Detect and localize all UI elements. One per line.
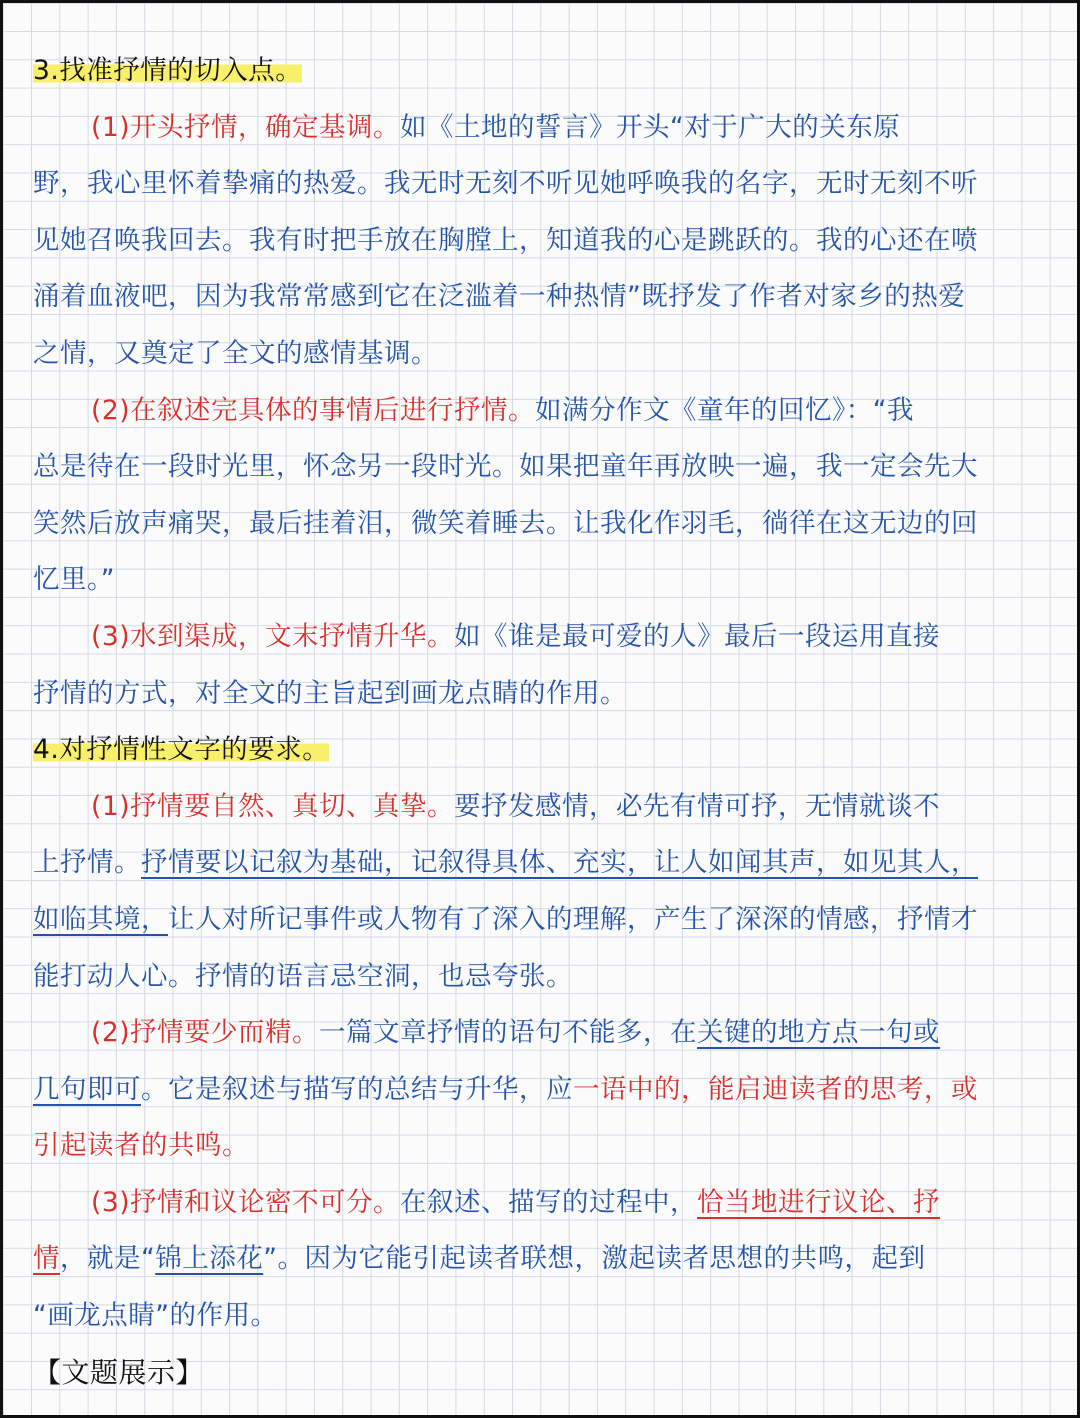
s3p3-line1 [33,609,1053,666]
section4-heading: 4.对抒情性文字的要求。 [33,734,330,766]
s4p1-text2b-underlined: 抒情要以记叙为基础，记叙得具体、充实，让人如闻其声，如见其人， [141,847,978,879]
section3-heading: 3.找准抒情的切入点。 [33,55,303,86]
s3p1-line5: 之情，又奠定了全文的感情基调。 [33,337,438,369]
s4p1-title: (1)抒情要自然、真切、真挚。 [91,790,455,822]
section3-heading-line [33,43,1053,100]
s4p3-text1a: 在叙述、描写的过程中， [400,1186,698,1218]
s4p2-text2b: 。它是叙述与描写的总结与升华，应 [141,1073,573,1105]
s4p1-text1: 要抒发感情，必先有情可抒，无情就谈不 [454,790,941,822]
s3p2-line2: 总是待在一段时光里，怀念另一段时光。如果把童年再放映一遍，我一定会先大 [33,451,978,483]
s3p1-line4: 涌着血液吧，因为我常常感到它在泛滥着一种热情”既抒发了作者对家乡的热爱 [33,281,966,313]
s4p3-line3: “画龙点睛”的作用。 [33,1300,278,1332]
s4p2-text1b-underlined: 关键的地方点一句或 [697,1017,941,1049]
s4p3-text2d: ”。因为它能引起读者联想，激起读者思想的共鸣，起到 [263,1243,926,1275]
s3p3-line2: 抒情的方式，对全文的主旨起到画龙点睛的作用。 [33,677,627,709]
s4p3-line2 [33,1231,1053,1288]
s4p1-text3a-underlined: 如临其境， [33,903,168,935]
s3p1-line2: 野，我心里怀着挚痛的热爱。我无时无刻不听见她呼唤我的名字，无时无刻不听 [33,168,978,200]
s4p2-text2a-underlined: 几句即可 [33,1073,141,1105]
s3p3-text1: 如《谁是最可爱的人》最后一段运用直接 [454,620,941,652]
s4p3-text2b: ，就是“ [60,1243,156,1275]
s4p1-text2a: 上抒情。 [33,847,141,879]
section4-heading-line [33,722,1053,779]
s4p3-text2a-underlined: 情 [33,1243,60,1275]
s4p2-line2 [33,1062,1053,1119]
s4p2-line3: 引起读者的共鸣。 [33,1130,249,1162]
s3p1-text1: 如《土地的誓言》开头“对于广大的关东原 [400,111,901,143]
s3p2-text1: 如满分作文《童年的回忆》：“我 [535,394,915,426]
footer-line [33,1345,1053,1402]
s3p2-title: (2)在叙述完具体的事情后进行抒情。 [91,394,536,426]
s4p1-line4: 能打动人心。抒情的语言忌空洞，也忌夸张。 [33,960,573,992]
s4p2-text2c: 一语中的，能启迪读者的思考，或 [573,1073,978,1105]
s3p2-line3: 笑然后放声痛哭，最后挂着泪，微笑着睡去。让我化作羽毛，徜徉在这无边的回 [33,507,978,539]
s4p1-line1 [33,779,1053,836]
s3p2-line1 [33,383,1053,440]
s4p2-text1a: 一篇文章抒情的语句不能多，在 [319,1017,698,1049]
s3p1-title: (1)开头抒情，确定基调。 [91,111,401,143]
example-section-label: 【文题展示】 [33,1355,205,1389]
s3p1-line3: 见她召唤我回去。我有时把手放在胸膛上，知道我的心是跳跃的。我的心还在喷 [33,224,978,256]
s4p1-line3 [33,892,1053,949]
s4p3-text2c-underlined: 锦上添花 [155,1243,264,1275]
s3p2-line4: 忆里。” [33,564,115,596]
s4p2-line1 [33,1005,1053,1062]
s4p1-text3b: 让人对所记事件或人物有了深入的理解，产生了深深的情感，抒情才 [168,903,978,935]
s4p2-title: (2)抒情要少而精。 [91,1017,320,1049]
s4p3-text1b-underlined: 恰当地进行议论、抒 [697,1186,941,1218]
s4p1-line2 [33,835,1053,892]
s3p3-title: (3)水到渠成，文末抒情升华。 [91,620,455,652]
s4p3-line1 [33,1175,1053,1232]
s3p1-line1 [33,100,1053,157]
s4p3-title: (3)抒情和议论密不可分。 [91,1186,401,1218]
notes-content [33,43,1053,1401]
